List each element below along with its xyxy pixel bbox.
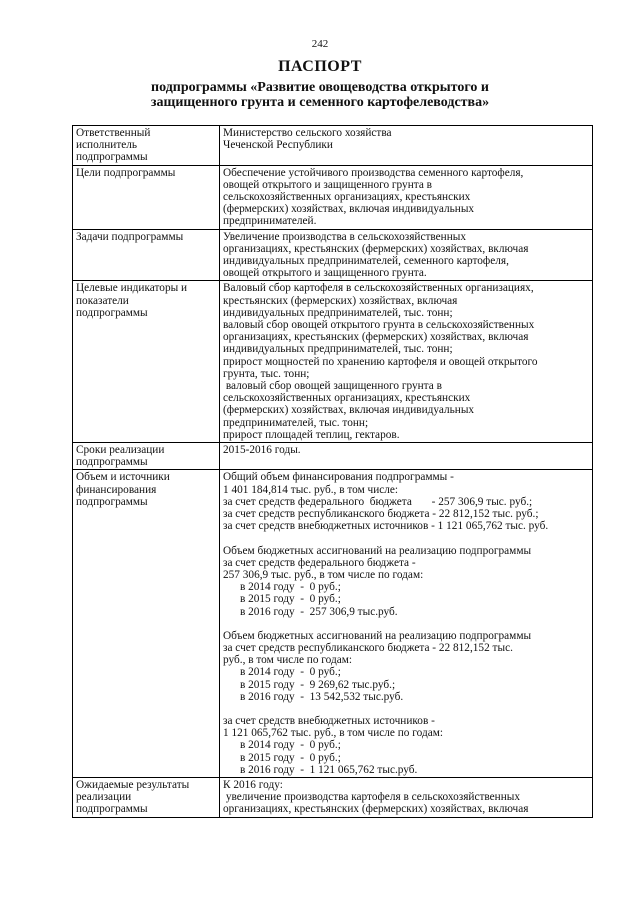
row-value-line: Общий объем финансирования подпрограммы - (223, 471, 454, 484)
page-subtitle (0, 80, 640, 110)
row-value-line: индивидуальных предпринимателей, тыс. тонн; (223, 306, 453, 319)
row-value-line: Обеспечение устойчивого производства семенного картофеля, (223, 166, 524, 179)
row-label-cell (73, 126, 220, 166)
row-value-cell (220, 165, 593, 229)
row-value-line: в 2016 году - 13 542,532 тыс.руб. (223, 690, 404, 703)
row-value-line: 1 121 065,762 тыс. руб., в том числе по годам: (223, 727, 444, 740)
row-value-line: организациях, крестьянских (фермерских) хозяйствах, включая (223, 242, 529, 255)
page-number: 242 (311, 38, 329, 50)
row-label-line: подпрограммы (76, 803, 148, 816)
row-label-line: Ответственный (76, 127, 151, 139)
row-value-line: 257 306,9 тыс. руб., в том числе по годам: (223, 568, 424, 581)
row-value-line: 1 401 184,814 тыс. руб., в том числе: (223, 483, 399, 496)
row-label-line: Цели подпрограммы (76, 166, 176, 179)
passport-table (72, 125, 593, 818)
row-value-line: за счет средств внебюджетных источников - 1 121 065,762 тыс. руб. (223, 520, 549, 533)
row-value-line: сельскохозяйственных организациях, крестьянских (223, 392, 471, 405)
row-label-line: исполнитель (76, 139, 138, 152)
row-label-line: подпрограммы (76, 456, 148, 469)
row-value-line: овощей открытого и защищенного грунта. (223, 267, 427, 280)
row-value-line: за счет средств республиканского бюджета - 22 812,152 тыс. руб.; (223, 508, 539, 521)
row-value-cell (220, 229, 593, 281)
row-value-line: руб., в том числе по годам: (223, 654, 353, 667)
row-value-line: индивидуальных предпринимателей, семенного картофеля, (223, 255, 509, 268)
row-value-line: организациях, крестьянских (фермерских) хозяйствах, включая (223, 331, 529, 344)
row-value-line: 2015-2016 годы. (223, 444, 301, 457)
row-value-line: валовый сбор овощей защищенного грунта в (223, 380, 442, 393)
row-label-cell (73, 281, 220, 443)
row-value-line: Увеличение производства в сельскохозяйственных (223, 230, 467, 243)
row-value-line: за счет средств внебюджетных источников - (223, 714, 435, 727)
row-value-line: Министерство сельского хозяйства (223, 127, 392, 139)
passport-row (73, 126, 593, 166)
subtitle-line: защищенного грунта и семенного картофелеводства» (150, 95, 490, 110)
row-label-line: подпрограммы (76, 306, 148, 319)
row-value-line: в 2014 году - 0 руб.; (223, 581, 341, 594)
row-value-cell (220, 126, 593, 166)
row-value-line: в 2016 году - 257 306,9 тыс.руб. (223, 605, 398, 618)
row-label-line: финансирования (76, 483, 157, 496)
row-value-cell (220, 443, 593, 470)
paragraph-gap (223, 533, 589, 545)
passport-table-body (73, 126, 593, 818)
row-value-line: Объем бюджетных ассигнований на реализацию подпрограммы (223, 629, 532, 642)
row-label-cell (73, 443, 220, 470)
row-value-line: за счет средств федерального бюджета - 257 306,9 тыс. руб.; (223, 495, 533, 508)
row-value-line: увеличение производства картофеля в сельскохозяйственных (223, 791, 521, 804)
row-label-line: Задачи подпрограммы (76, 230, 184, 243)
row-value-line: прирост мощностей по хранению картофеля и овощей открытого (223, 355, 538, 368)
row-value-line: Чеченской Республики (223, 139, 333, 152)
row-label-cell (73, 229, 220, 281)
row-value-line: К 2016 году: (223, 778, 283, 791)
page-title: ПАСПОРТ (278, 58, 362, 75)
row-label-cell (73, 165, 220, 229)
row-value-line: валовый сбор овощей открытого грунта в сельскохозяйственных (223, 319, 535, 332)
subtitle-line: подпрограммы «Развитие овощеводства открытого и (151, 80, 489, 95)
paragraph-gap (223, 618, 589, 630)
row-value-line: предпринимателей. (223, 215, 317, 228)
passport-row (73, 165, 593, 229)
row-value-line: (фермерских) хозяйствах, включая индивидуальных (223, 404, 475, 417)
row-value-line: грунта, тыс. тонн; (223, 367, 310, 380)
row-value-line: организациях, крестьянских (фермерских) хозяйствах, включая (223, 803, 529, 816)
row-label-line: подпрограммы (76, 495, 148, 508)
row-value-line: прирост площадей теплиц, гектаров. (223, 428, 400, 441)
row-value-line: в 2014 году - 0 руб.; (223, 666, 341, 679)
row-label-line: Целевые индикаторы и (76, 282, 188, 295)
row-value-line: овощей открытого и защищенного грунта в (223, 178, 433, 191)
row-label-cell (73, 470, 220, 777)
row-label-cell (73, 777, 220, 817)
row-label-line: показатели (76, 294, 129, 307)
row-value-line: в 2015 году - 9 269,62 тыс.руб.; (223, 678, 396, 691)
row-label-line: Сроки реализации (76, 444, 165, 457)
row-value-line: в 2014 году - 0 руб.; (223, 739, 341, 752)
row-value-line: в 2015 году - 0 руб.; (223, 751, 341, 764)
passport-row (73, 470, 593, 777)
row-value-line: за счет средств республиканского бюджета - 22 812,152 тыс. (223, 641, 513, 654)
row-value-line: (фермерских) хозяйствах, включая индивидуальных (223, 203, 475, 216)
row-label-line: подпрограммы (76, 151, 148, 164)
row-value-line: за счет средств федерального бюджета - (223, 556, 416, 569)
row-value-line: Валовый сбор картофеля в сельскохозяйственных организациях, (223, 282, 534, 295)
passport-row (73, 229, 593, 281)
row-value-line: в 2016 году - 1 121 065,762 тыс.руб. (223, 763, 418, 776)
passport-row (73, 777, 593, 817)
row-value-line: крестьянских (фермерских) хозяйствах, включая (223, 294, 458, 307)
row-label-line: реализации (76, 791, 132, 804)
paragraph-gap (223, 703, 589, 715)
row-label-line: Ожидаемые результаты (76, 778, 190, 791)
row-value-cell (220, 281, 593, 443)
row-value-line: Объем бюджетных ассигнований на реализацию подпрограммы (223, 544, 532, 557)
row-value-line: в 2015 году - 0 руб.; (223, 593, 341, 606)
passport-row (73, 281, 593, 443)
row-value-line: сельскохозяйственных организациях, крестьянских (223, 191, 471, 204)
passport-row (73, 443, 593, 470)
row-value-line: предпринимателей, тыс. тонн; (223, 416, 369, 429)
row-value-cell (220, 470, 593, 777)
row-value-cell (220, 777, 593, 817)
row-value-line: индивидуальных предпринимателей, тыс. тонн; (223, 343, 453, 356)
row-label-line: Объем и источники (76, 471, 170, 484)
